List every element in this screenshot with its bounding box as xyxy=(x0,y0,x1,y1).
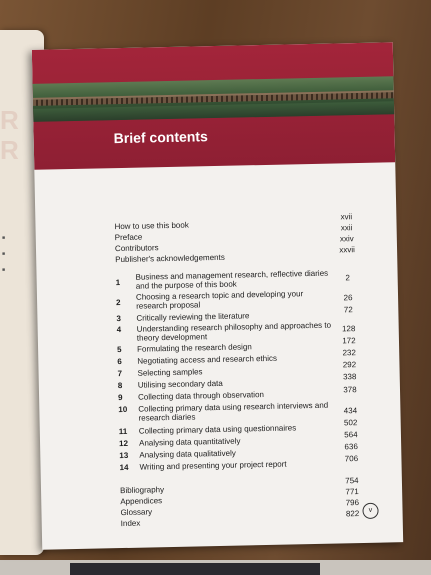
chapter-title: Writing and presenting your project report xyxy=(139,459,287,472)
chapter-title: Collecting data through observation xyxy=(138,390,265,402)
chapter-page: 292 xyxy=(342,360,357,370)
back-book-decor: R R xyxy=(0,105,19,165)
chapter-page: 502 xyxy=(343,418,358,428)
end-matter-page: 771 xyxy=(345,487,359,497)
chapter-title: Formulating the research design xyxy=(137,342,252,354)
chapter-title: Collecting primary data using research interviews and research diaries xyxy=(138,400,329,423)
chapter-item[interactable] xyxy=(37,305,398,324)
page-number-badge: v xyxy=(362,503,378,519)
chapter-title: Business and management research, reflective diaries and the purpose of this book xyxy=(135,268,329,291)
end-matter-page: 822 xyxy=(345,509,360,519)
chapter-number: 14 xyxy=(119,462,129,473)
end-matter-label: Appendices xyxy=(120,496,163,507)
chapter-page: 26 xyxy=(343,293,353,303)
chapter-number: 3 xyxy=(116,314,121,324)
header-banner xyxy=(32,42,395,170)
chapter-page: 2 xyxy=(345,273,350,283)
end-matter-label: Bibliography xyxy=(119,485,165,496)
floor-shadow xyxy=(70,563,320,575)
chapter-number: 13 xyxy=(119,450,129,461)
chapter-title: Utilising secondary data xyxy=(137,378,223,390)
chapter-page: 172 xyxy=(342,336,356,346)
chapter-number: 4 xyxy=(116,325,122,335)
chapter-number: 9 xyxy=(118,393,123,403)
end-matter-label: Glossary xyxy=(120,507,153,518)
end-matter-page: 754 xyxy=(345,476,359,486)
chapter-page: 564 xyxy=(344,430,358,440)
front-matter-label: How to use this book xyxy=(114,220,189,232)
front-matter-label: Publisher's acknowledgements xyxy=(115,252,225,265)
chapter-page: 72 xyxy=(343,305,353,315)
front-matter-page: xvii xyxy=(340,212,353,222)
end-matter-page: 796 xyxy=(345,498,360,508)
chapter-title: Choosing a research topic and developing your research proposal xyxy=(135,289,304,311)
chapter-number: 5 xyxy=(117,345,122,355)
chapter-title: Negotiating access and research ethics xyxy=(137,353,278,366)
chapter-page: 338 xyxy=(342,372,357,382)
chapter-title: Analysing data qualitatively xyxy=(139,448,236,460)
chapter-page: 636 xyxy=(344,442,358,452)
page-title: Brief contents xyxy=(113,128,208,147)
chapter-page: 706 xyxy=(344,454,359,464)
chapter-page: 232 xyxy=(342,348,356,358)
back-book-fragments: ■ ■ ■ xyxy=(2,235,6,273)
chapter-number: 1 xyxy=(115,278,121,288)
front-matter-page: xxiv xyxy=(339,234,354,244)
chapter-page: 378 xyxy=(343,385,357,395)
chapter-page: 128 xyxy=(341,324,356,334)
bridge-photo xyxy=(33,76,395,122)
chapter-title: Analysing data quantitatively xyxy=(138,436,241,448)
end-matter-label: Index xyxy=(120,518,141,529)
chapter-number: 12 xyxy=(118,438,129,449)
front-matter-page: xxvii xyxy=(339,245,355,255)
front-matter-label: Preface xyxy=(114,232,143,243)
chapter-number: 2 xyxy=(116,298,121,308)
chapter-number: 7 xyxy=(117,369,123,379)
front-matter-label: Contributors xyxy=(114,243,159,254)
chapter-page: 434 xyxy=(343,406,358,416)
chapter-title: Understanding research philosophy and approaches to theory development xyxy=(136,320,332,343)
front-matter-page: xxii xyxy=(340,223,353,233)
chapter-title: Critically reviewing the literature xyxy=(136,311,250,323)
chapter-number: 6 xyxy=(117,357,122,367)
chapter-title: Collecting primary data using questionnaires xyxy=(138,423,297,436)
chapter-item[interactable] xyxy=(37,267,398,291)
chapter-title: Selecting samples xyxy=(137,367,203,378)
contents-page xyxy=(32,42,403,549)
chapter-number: 10 xyxy=(118,404,128,415)
chapter-number: 11 xyxy=(118,426,128,437)
chapter-number: 8 xyxy=(117,381,123,391)
chapter-item[interactable] xyxy=(39,385,400,403)
